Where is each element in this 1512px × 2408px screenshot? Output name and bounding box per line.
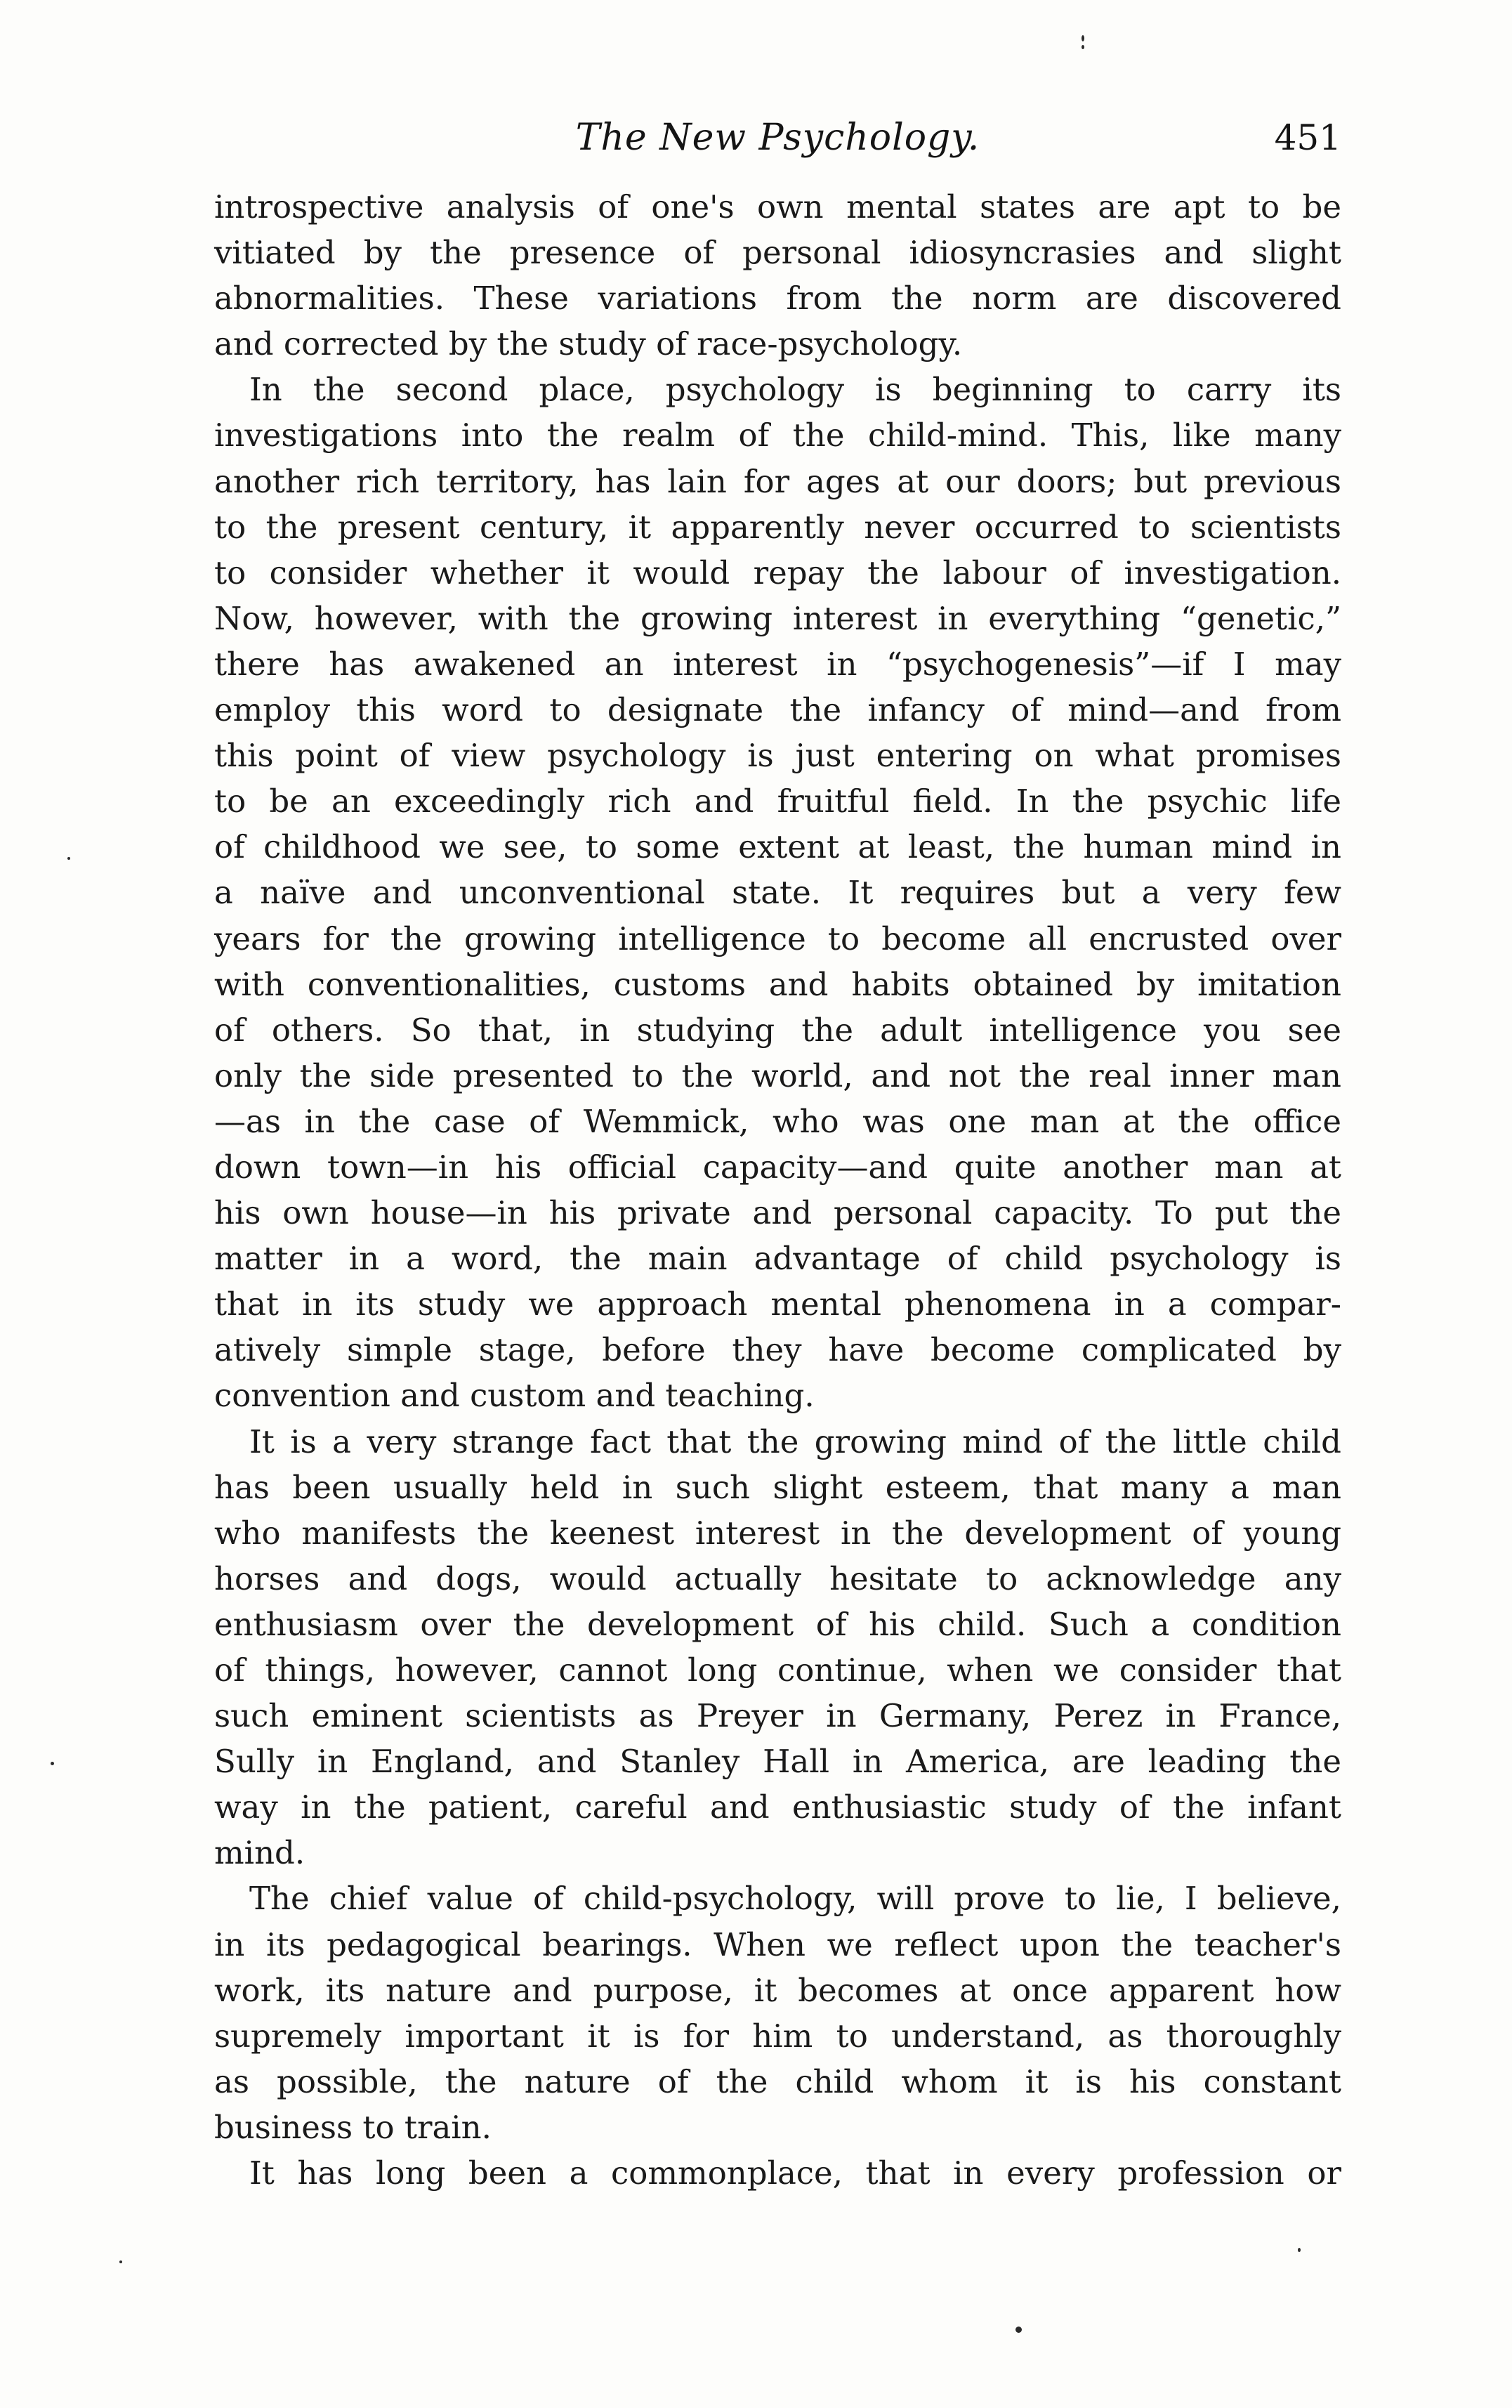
text-line: who manifests the keenest interest in the development of young: [214, 1514, 1341, 1552]
text-line: horses and dogs, would actually hesitate to acknowledge any: [214, 1559, 1341, 1597]
text-line: employ this word to designate the infancy of mind—and from: [214, 691, 1341, 729]
text-line: Now, however, with the growing interest in everything “genetic,”: [214, 599, 1341, 637]
text-line: introspective analysis of one's own mental states are apt to be: [214, 188, 1341, 225]
text-line: of things, however, cannot long continue, when we consider that: [214, 1651, 1341, 1689]
text-line: as possible, the nature of the child whom it is his constant: [214, 2062, 1341, 2100]
text-line: It is a very strange fact that the growing mind of the little child: [249, 1422, 1341, 1460]
text-line: down town—in his official capacity—and quite another man at: [214, 1148, 1341, 1186]
text-line: this point of view psychology is just entering on what promises: [214, 737, 1341, 775]
text-line: to the present century, it apparently never occurred to scientists: [214, 508, 1341, 546]
text-line: —as in the case of Wemmick, who was one man at the office: [214, 1102, 1341, 1140]
text-line: investigations into the realm of the child-mind. This, like many: [214, 417, 1341, 454]
ink-speck: [51, 1762, 54, 1765]
text-line: such eminent scientists as Preyer in Germany, Perez in France,: [214, 1697, 1341, 1735]
text-line: to consider whether it would repay the labour of investigation.: [214, 554, 1341, 591]
text-line: of others. So that, in studying the adult intelligence you see: [214, 1011, 1341, 1049]
text-line: The chief value of child-psychology, will prove to lie, I believe,: [249, 1880, 1341, 1918]
text-line: abnormalities. These variations from the norm are discovered: [214, 280, 1341, 318]
text-line: convention and custom and teaching.: [214, 1377, 815, 1415]
ink-speck: [67, 857, 70, 860]
text-line: another rich territory, has lain for ages at our doors; but previous: [214, 462, 1341, 500]
text-line: that in its study we approach mental phenomena in a compar-: [214, 1285, 1341, 1323]
text-line: of childhood we see, to some extent at least, the human mind in: [214, 828, 1341, 866]
ink-speck: [1082, 35, 1084, 41]
text-line: matter in a word, the main advantage of child psychology is: [214, 1240, 1341, 1278]
text-line: In the second place, psychology is beginning to carry its: [249, 371, 1341, 409]
text-line: work, its nature and purpose, it becomes at once apparent how: [214, 1971, 1341, 2009]
text-line: and corrected by the study of race-psychology.: [214, 325, 963, 363]
text-line: way in the patient, careful and enthusiastic study of the infant: [214, 1788, 1341, 1826]
text-line: atively simple stage, before they have become complicated by: [214, 1331, 1341, 1369]
text-line: his own house—in his private and personal capacity. To put the: [214, 1194, 1341, 1232]
running-title: The New Psychology.: [575, 117, 980, 159]
ink-speck: [1015, 2327, 1022, 2333]
text-line: years for the growing intelligence to become all encrusted over: [214, 920, 1341, 957]
ink-speck: [1082, 45, 1084, 49]
text-line: Sully in England, and Stanley Hall in America, are leading the: [214, 1743, 1341, 1781]
text-line: enthusiasm over the development of his child. Such a condition: [214, 1605, 1341, 1643]
text-line: It has long been a commonplace, that in every profession or: [249, 2154, 1341, 2192]
text-line: business to train.: [214, 2108, 492, 2146]
body-text: [214, 184, 1341, 2196]
running-header: [214, 110, 1341, 166]
text-line: only the side presented to the world, and not the real inner man: [214, 1056, 1341, 1094]
text-line: with conventionalities, customs and habits obtained by imitation: [214, 965, 1341, 1003]
text-line: vitiated by the presence of personal idiosyncrasies and slight: [214, 234, 1341, 272]
text-line: supremely important it is for him to understand, as thoroughly: [214, 2017, 1341, 2055]
text-line: there has awakened an interest in “psychogenesis”—if I may: [214, 645, 1341, 683]
page-number: 451: [1274, 117, 1341, 158]
text-line: a naïve and unconventional state. It requires but a very few: [214, 874, 1341, 912]
ink-speck: [1298, 2248, 1301, 2252]
text-line: in its pedagogical bearings. When we reflect upon the teacher's: [214, 1925, 1341, 1963]
text-line: mind.: [214, 1834, 305, 1872]
text-line: to be an exceedingly rich and fruitful field. In the psychic life: [214, 783, 1341, 820]
ink-speck: [119, 2260, 122, 2263]
text-line: has been usually held in such slight esteem, that many a man: [214, 1468, 1341, 1506]
